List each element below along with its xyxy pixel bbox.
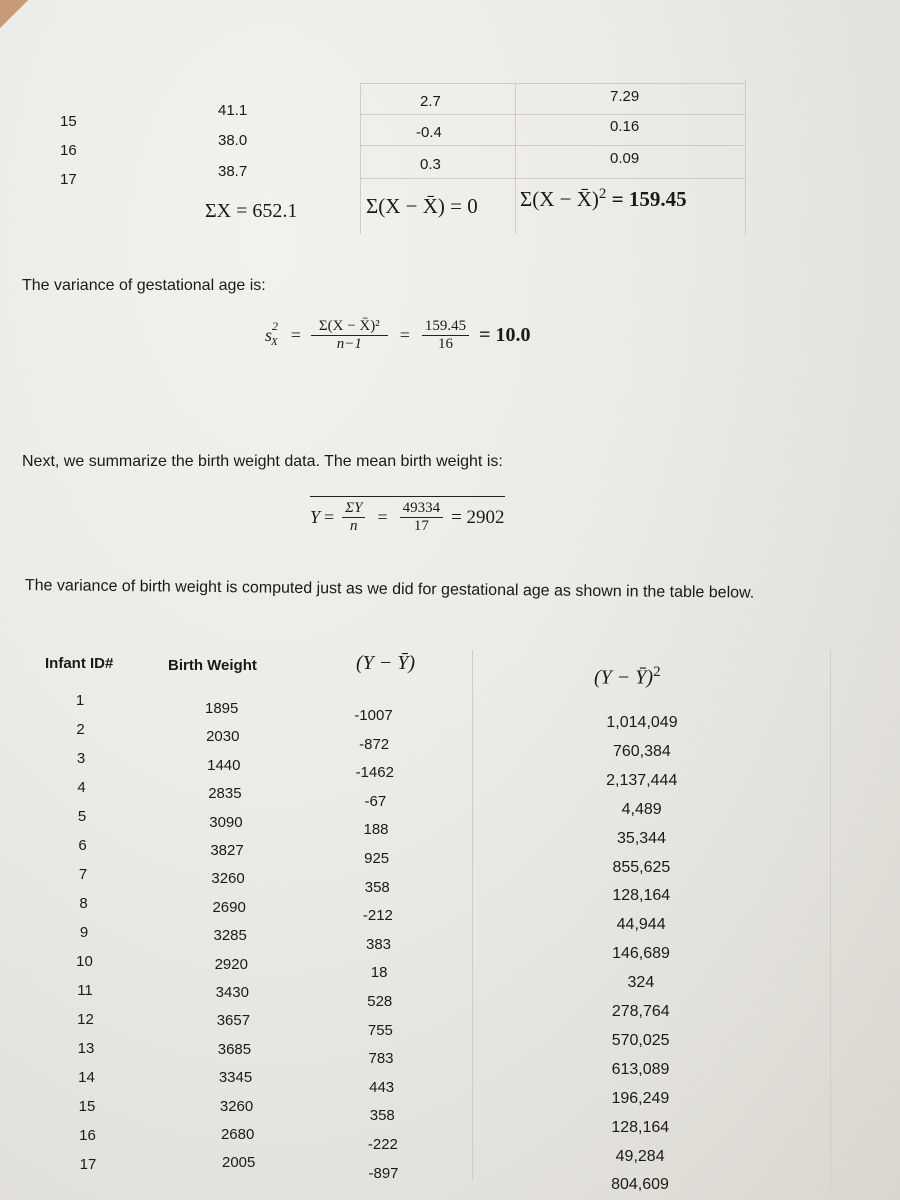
row-dev-sq: 7.29 <box>610 88 640 105</box>
deviation-squared-cell: 49,284 <box>615 1147 665 1165</box>
mean-symbol: Y <box>310 507 321 527</box>
row-dev-sq: 0.09 <box>610 150 640 167</box>
row-id: 16 <box>60 142 77 159</box>
top-table-rule <box>360 114 746 115</box>
variance-symbol: $s^2_X$ <box>265 318 279 349</box>
deviation-cell: 755 <box>367 1021 393 1039</box>
birth-weight-cell: 3090 <box>209 813 243 831</box>
sum-x: ΣX = 652.1 <box>205 200 298 222</box>
top-table-divider <box>515 84 516 234</box>
birth-weight-cell: 2030 <box>206 728 240 746</box>
infant-id-cell: 12 <box>77 1011 94 1028</box>
row-dev: 2.7 <box>420 93 441 110</box>
variance-birth-weight-intro: The variance of birth weight is computed just as we did for gestational age as shown in the table below. <box>24 577 755 602</box>
deviation-cell: -897 <box>368 1164 399 1182</box>
deviation-squared-cell: 2,137,444 <box>606 771 678 789</box>
top-table-rule <box>360 83 746 84</box>
fraction-values: $\frac{49334}{17}$ <box>400 500 444 535</box>
deviation-squared-cell: 613,089 <box>611 1060 670 1078</box>
infant-id-cell: 14 <box>78 1069 95 1086</box>
deviation-cell: -222 <box>367 1136 398 1153</box>
deviation-cell: -1007 <box>354 707 393 724</box>
infant-id-cell: 15 <box>78 1098 96 1115</box>
top-table-divider <box>745 80 746 235</box>
infant-id-cell: 16 <box>79 1127 96 1144</box>
variance-result: = 10.0 <box>479 324 531 346</box>
equals-sign: = <box>324 507 335 527</box>
infant-id-cell: 7 <box>78 866 88 883</box>
deviation-squared-cell: 570,025 <box>611 1031 670 1049</box>
top-table-rule <box>360 145 746 146</box>
deviation-cell: 358 <box>369 1107 395 1125</box>
mean-birth-weight-formula <box>310 496 505 535</box>
deviation-cell: 925 <box>364 850 390 867</box>
sum-dev-sq-lhs: Σ(X − X̄) <box>520 187 599 211</box>
deviation-cell: -872 <box>359 735 390 753</box>
infant-id-cell: 17 <box>79 1156 97 1173</box>
header-deviation-squared: (Y − Ȳ)$^2$ <box>594 664 661 689</box>
birth-table-divider <box>472 650 473 1180</box>
deviation-cell: 783 <box>368 1050 394 1068</box>
birth-weight-cell: 3657 <box>216 1012 251 1030</box>
birth-weight-cell: 2835 <box>208 785 242 803</box>
deviation-squared-cell: 146,689 <box>612 945 670 963</box>
deviation-squared-cell: 35,344 <box>617 829 666 847</box>
row-dev-sq: 0.16 <box>610 118 640 135</box>
birth-weight-cell: 3345 <box>218 1069 253 1087</box>
deviation-cell: -212 <box>362 907 393 925</box>
deviation-squared-cell: 196,249 <box>611 1089 670 1107</box>
top-table-rule <box>360 178 746 179</box>
deviation-cell: -1462 <box>355 764 394 782</box>
birth-weight-cell: 2690 <box>212 898 246 916</box>
sum-dev-sq <box>520 186 687 212</box>
equals-sign: = <box>377 507 388 527</box>
row-x: 41.1 <box>218 102 248 119</box>
row-dev: 0.3 <box>420 156 441 173</box>
fraction-definition: $\frac{\text{Σ(X − X̄)²}}{n-1}$ <box>311 318 388 353</box>
fraction-definition: $\frac{\Sigma Y}{n}$ <box>342 500 365 535</box>
sum-dev-sq-exp: 2 <box>598 186 607 202</box>
header-birth-weight: Birth Weight <box>168 657 257 674</box>
deviation-squared-cell: 1,014,049 <box>606 714 678 731</box>
birth-weight-cell: 3285 <box>213 927 247 945</box>
deviation-squared-cell: 760,384 <box>612 742 671 760</box>
deviation-cell: 383 <box>365 935 392 953</box>
variance-gestational-intro: The variance of gestational age is: <box>22 277 266 294</box>
row-id: 15 <box>60 113 77 130</box>
photo-corner-edge <box>0 0 28 28</box>
deviation-cell: 443 <box>369 1078 395 1096</box>
variance-gestational-formula <box>265 318 531 353</box>
deviation-cell: 528 <box>367 993 393 1010</box>
deviation-cell: 188 <box>363 821 389 839</box>
infant-id-cell: 13 <box>77 1040 95 1057</box>
deviation-squared-cell: 855,625 <box>612 858 671 876</box>
equals-sign: = <box>399 325 410 345</box>
row-x: 38.7 <box>218 163 248 180</box>
infant-id-cell: 10 <box>76 953 93 970</box>
birth-weight-cell: 3260 <box>211 870 245 888</box>
deviation-squared-cell: 128,164 <box>612 887 671 905</box>
infant-id-cell: 3 <box>76 750 86 767</box>
header-infant-id: Infant ID# <box>45 655 114 672</box>
infant-id-cell: 2 <box>76 721 85 738</box>
sum-dev: Σ(X − X̄) = 0 <box>366 194 478 218</box>
mean-birth-weight-intro: Next, we summarize the birth weight data. The mean birth weight is: <box>22 453 503 470</box>
infant-id-cell: 4 <box>77 779 86 796</box>
deviation-squared-cell: 804,609 <box>611 1176 669 1194</box>
row-id: 17 <box>60 171 77 188</box>
deviation-squared-cell: 4,489 <box>621 800 662 818</box>
birth-weight-cell: 3430 <box>215 984 249 1001</box>
top-table-divider <box>360 84 361 234</box>
birth-weight-cell: 2920 <box>214 955 248 973</box>
deviation-squared-cell: 44,944 <box>616 916 666 934</box>
infant-id-cell: 5 <box>77 808 87 825</box>
infant-id-cell: 11 <box>77 982 93 999</box>
mean-result: = 2902 <box>451 506 505 528</box>
deviation-cell: -67 <box>364 792 387 810</box>
birth-weight-cell: 1895 <box>205 700 239 717</box>
infant-id-cell: 8 <box>79 895 88 912</box>
deviation-squared-cell: 324 <box>627 974 655 992</box>
row-x: 38.0 <box>218 132 248 149</box>
birth-weight-cell: 3685 <box>217 1040 252 1058</box>
birth-weight-cell: 1440 <box>207 756 241 774</box>
birth-table-divider <box>830 650 831 1190</box>
row-dev: -0.4 <box>416 124 442 141</box>
fraction-values: $\frac{159.45}{16}$ <box>422 318 469 353</box>
birth-weight-cell: 3827 <box>210 842 244 859</box>
infant-id-cell: 9 <box>79 924 89 941</box>
sum-dev-sq-rhs: = 159.45 <box>611 187 687 211</box>
deviation-squared-cell: 278,764 <box>611 1003 670 1020</box>
deviation-cell: 358 <box>364 878 390 896</box>
birth-weight-cell: 2005 <box>222 1154 256 1172</box>
infant-id-cell: 6 <box>78 837 87 854</box>
deviation-squared-cell: 128,164 <box>611 1118 670 1136</box>
infant-id-cell: 1 <box>75 692 85 709</box>
header-deviation: (Y − Ȳ) <box>356 652 416 674</box>
equals-sign: = <box>290 325 301 345</box>
birth-weight-cell: 2680 <box>220 1126 255 1143</box>
birth-weight-cell: 3260 <box>219 1097 254 1115</box>
deviation-cell: 18 <box>370 964 388 982</box>
